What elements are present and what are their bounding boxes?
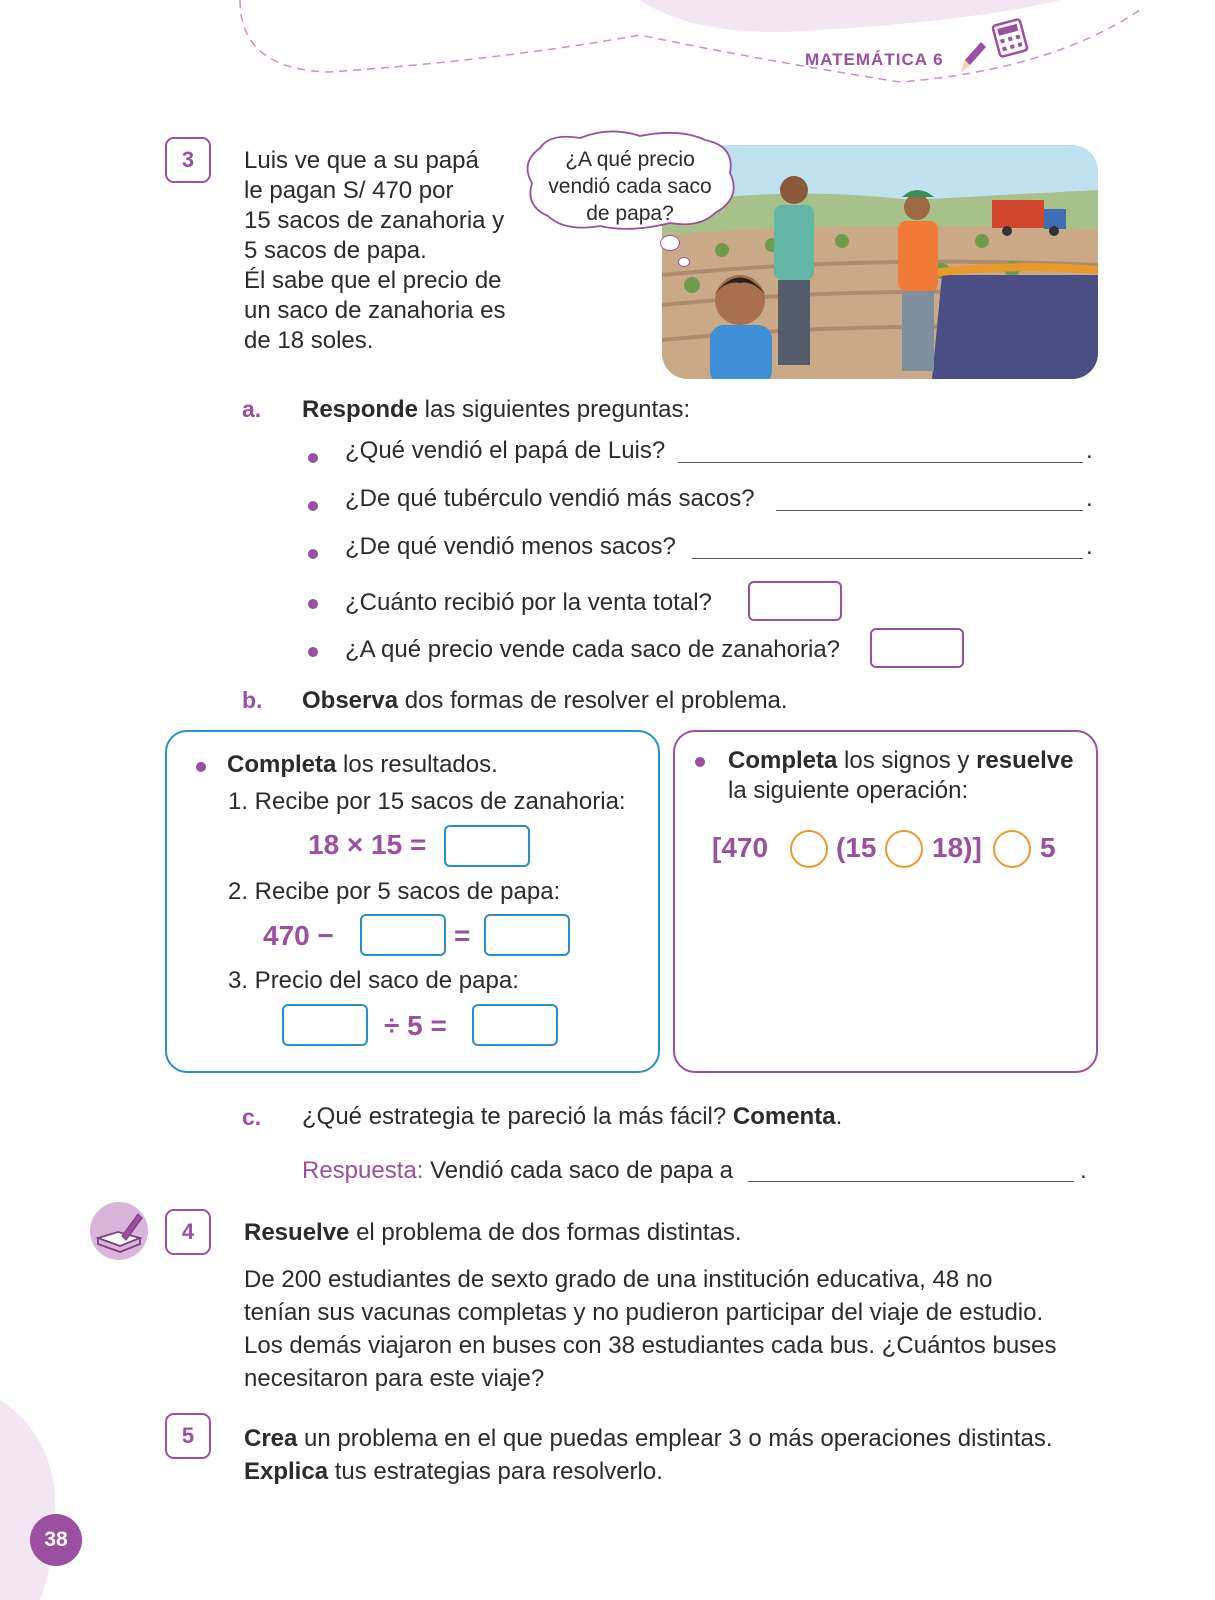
instruction-verb: resuelve — [976, 747, 1074, 774]
statement-line: le pagan S/ 470 por — [244, 177, 454, 204]
instruction-verb: Explica — [244, 1458, 329, 1485]
text-line: necesitaron para este viaje? — [244, 1365, 545, 1392]
bullet-point — [308, 453, 318, 463]
part-a-instruction — [302, 395, 690, 425]
operation-term: 18)] — [932, 832, 982, 863]
text-line — [244, 1455, 1053, 1488]
bullet-point — [308, 647, 318, 657]
step-2-text: 2. Recibe por 5 sacos de papa: — [228, 878, 561, 905]
period: . — [1086, 437, 1093, 464]
page-number: 38 — [30, 1514, 82, 1566]
part-b-instruction — [302, 686, 788, 716]
problem4-text — [244, 1263, 1057, 1395]
instruction-rest: tus estrategias para resolverlo. — [328, 1458, 663, 1485]
operation-term: [470 — [712, 832, 769, 863]
book-writing-icon — [88, 1200, 150, 1262]
text-line: Los demás viajaron en buses con 38 estudiantes cada bus. ¿Cuántos buses — [244, 1332, 1057, 1359]
result-box[interactable] — [360, 914, 446, 956]
question-text: ¿De qué tubérculo vendió más sacos? — [345, 485, 755, 512]
text-line: De 200 estudiantes de sexto grado de una institución educativa, 48 no — [244, 1266, 993, 1293]
instruction-rest: las siguientes preguntas: — [418, 396, 691, 423]
instruction-rest: el problema de dos formas distintas. — [349, 1219, 742, 1246]
problem-number-badge: 3 — [165, 137, 211, 183]
problem-number-badge: 5 — [165, 1413, 211, 1459]
operation-term: (15 — [836, 832, 877, 863]
bullet-point — [196, 762, 206, 772]
statement-line: 5 sacos de papa. — [244, 237, 427, 264]
answer-line-text — [302, 1156, 733, 1186]
problem5-text — [244, 1422, 1053, 1488]
statement-line: Él sabe que el precio de — [244, 267, 502, 294]
panel-right-line2: la siguiente operación: — [728, 777, 969, 804]
statement-line: Luis ve que a su papá — [244, 147, 479, 174]
instruction-verb: Resuelve — [244, 1219, 350, 1246]
problem4-instruction — [244, 1218, 742, 1248]
step-3-text: 3. Precio del saco de papa: — [228, 967, 519, 994]
problem-number-badge: 4 — [165, 1209, 211, 1255]
period: . — [1080, 1157, 1087, 1184]
problem3-statement — [244, 146, 524, 356]
answer-box[interactable] — [748, 581, 842, 621]
panel-left-instruction — [227, 750, 498, 780]
answer-line[interactable] — [692, 557, 1083, 559]
answer-text: Vendió cada saco de papa a — [423, 1157, 733, 1184]
bullet-point — [695, 757, 705, 767]
question-text: ¿Qué estrategia te pareció la más fácil? — [302, 1103, 733, 1130]
result-box[interactable] — [444, 825, 530, 867]
instruction-verb: Crea — [244, 1425, 298, 1452]
instruction-verb: Comenta — [732, 1103, 836, 1130]
part-c-letter: c. — [242, 1104, 262, 1130]
question-text: ¿A qué precio vende cada saco de zanahoria? — [345, 636, 841, 663]
bullet-point — [308, 501, 318, 511]
part-a-letter: a. — [242, 396, 262, 422]
answer-line[interactable] — [776, 509, 1083, 511]
operator-circle[interactable] — [790, 830, 828, 868]
result-box[interactable] — [472, 1004, 558, 1046]
panel-right-instruction — [728, 746, 1074, 776]
instruction-rest: los signos y — [837, 747, 977, 774]
equation-3: ÷ 5 = — [384, 1010, 447, 1041]
bullet-point — [308, 599, 318, 609]
answer-box[interactable] — [870, 628, 964, 668]
bullet-point — [308, 549, 318, 559]
pencil-icon — [955, 38, 989, 78]
step-1-text: 1. Recibe por 15 sacos de zanahoria: — [228, 788, 626, 815]
calculator-icon — [990, 18, 1030, 58]
period: . — [1086, 485, 1093, 512]
thought-dot — [660, 235, 680, 251]
operation-term: 5 — [1040, 832, 1056, 863]
answer-label: Respuesta: — [302, 1157, 424, 1184]
part-c-question — [302, 1102, 842, 1132]
thought-bubble-text — [532, 146, 728, 227]
statement-line: de 18 soles. — [244, 327, 374, 354]
bubble-line: vendió cada saco — [548, 175, 712, 198]
corner-decoration — [0, 1400, 70, 1600]
operator-circle[interactable] — [885, 830, 923, 868]
instruction-verb: Responde — [302, 396, 419, 423]
result-box[interactable] — [282, 1004, 368, 1046]
text-line: tenían sus vacunas completas y no pudieron participar del viaje de estudio. — [244, 1299, 1044, 1326]
answer-line[interactable] — [748, 1180, 1074, 1182]
text-line — [244, 1422, 1053, 1455]
equation-2-left: 470 − — [263, 920, 334, 951]
instruction-rest: los resultados. — [336, 751, 498, 778]
operator-circle[interactable] — [993, 830, 1031, 868]
question-end: . — [835, 1103, 843, 1130]
equals-sign: = — [454, 920, 471, 951]
equation-1: 18 × 15 = — [308, 829, 427, 860]
instruction-rest: dos formas de resolver el problema. — [398, 687, 788, 714]
thought-dot — [678, 257, 690, 267]
question-text: ¿De qué vendió menos sacos? — [345, 533, 676, 560]
question-text: ¿Cuánto recibió por la venta total? — [345, 589, 712, 616]
statement-line: 15 sacos de zanahoria y — [244, 207, 505, 234]
answer-line[interactable] — [678, 461, 1083, 463]
subject-title: MATEMÁTICA 6 — [805, 50, 944, 69]
question-text: ¿Qué vendió el papá de Luis? — [345, 437, 666, 464]
bubble-line: ¿A qué precio — [565, 148, 695, 171]
result-box[interactable] — [484, 914, 570, 956]
part-b-letter: b. — [242, 687, 263, 713]
header-decoration — [0, 0, 1215, 120]
bubble-line: de papa? — [586, 202, 674, 225]
statement-line: un saco de zanahoria es — [244, 297, 506, 324]
instruction-verb: Completa — [227, 751, 337, 778]
period: . — [1086, 533, 1093, 560]
instruction-rest: un problema en el que puedas emplear 3 o más operaciones distintas. — [297, 1425, 1053, 1452]
instruction-verb: Completa — [728, 747, 838, 774]
instruction-verb: Observa — [302, 687, 399, 714]
